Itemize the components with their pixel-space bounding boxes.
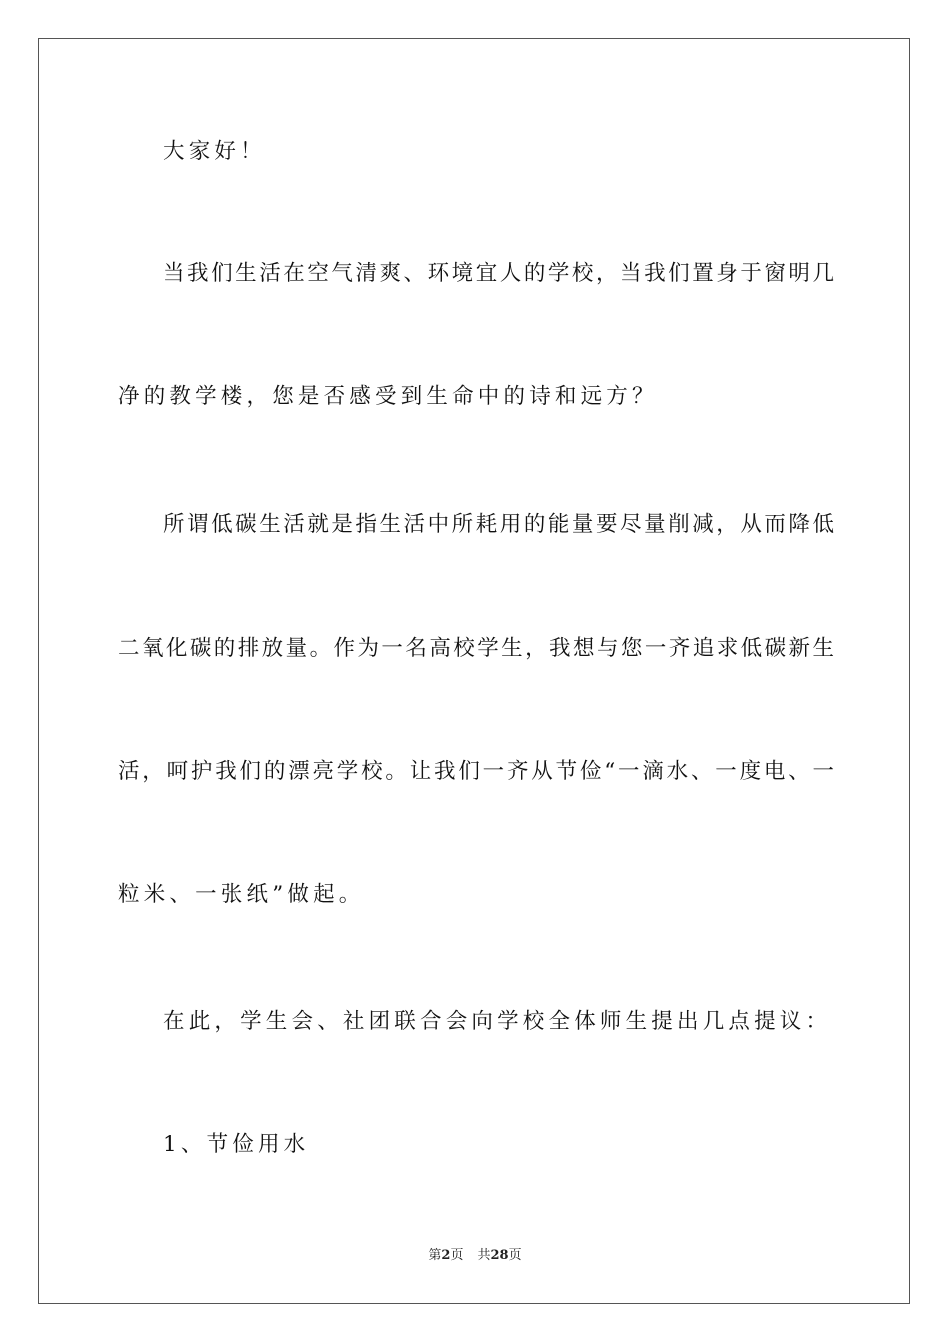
paragraph-2-line-2: 二氧化碳的排放量。作为一名高校学生，我想与您一齐追求低碳新生	[118, 636, 834, 661]
footer-total-suffix: 页	[508, 1248, 522, 1263]
list-item-1: 1、节俭用水	[163, 1132, 310, 1157]
paragraph-1-line-1: 当我们生活在空气清爽、环境宜人的学校，当我们置身于窗明几	[163, 261, 834, 286]
footer-total-prefix: 共	[477, 1248, 491, 1263]
greeting-line: 大家好！	[163, 139, 266, 164]
paragraph-3-line-1: 在此，学生会、社团联合会向学校全体师生提出几点提议：	[163, 1009, 832, 1034]
paragraph-2-line-1: 所谓低碳生活就是指生活中所耗用的能量要尽量削减，从而降低	[163, 512, 834, 537]
paragraph-2-line-4: 粒米、一张纸”做起。	[118, 882, 365, 907]
page-border	[38, 38, 910, 1304]
footer-page-suffix: 页	[450, 1248, 464, 1263]
footer-page-total: 28	[490, 1248, 509, 1263]
footer-page-current: 2	[441, 1248, 451, 1263]
paragraph-1-line-2: 净的教学楼，您是否感受到生命中的诗和远方？	[118, 384, 658, 409]
page-footer	[0, 1246, 950, 1266]
footer-page-prefix: 第	[428, 1248, 442, 1263]
paragraph-2-line-3: 活，呵护我们的漂亮学校。让我们一齐从节俭“一滴水、一度电、一	[118, 759, 834, 784]
